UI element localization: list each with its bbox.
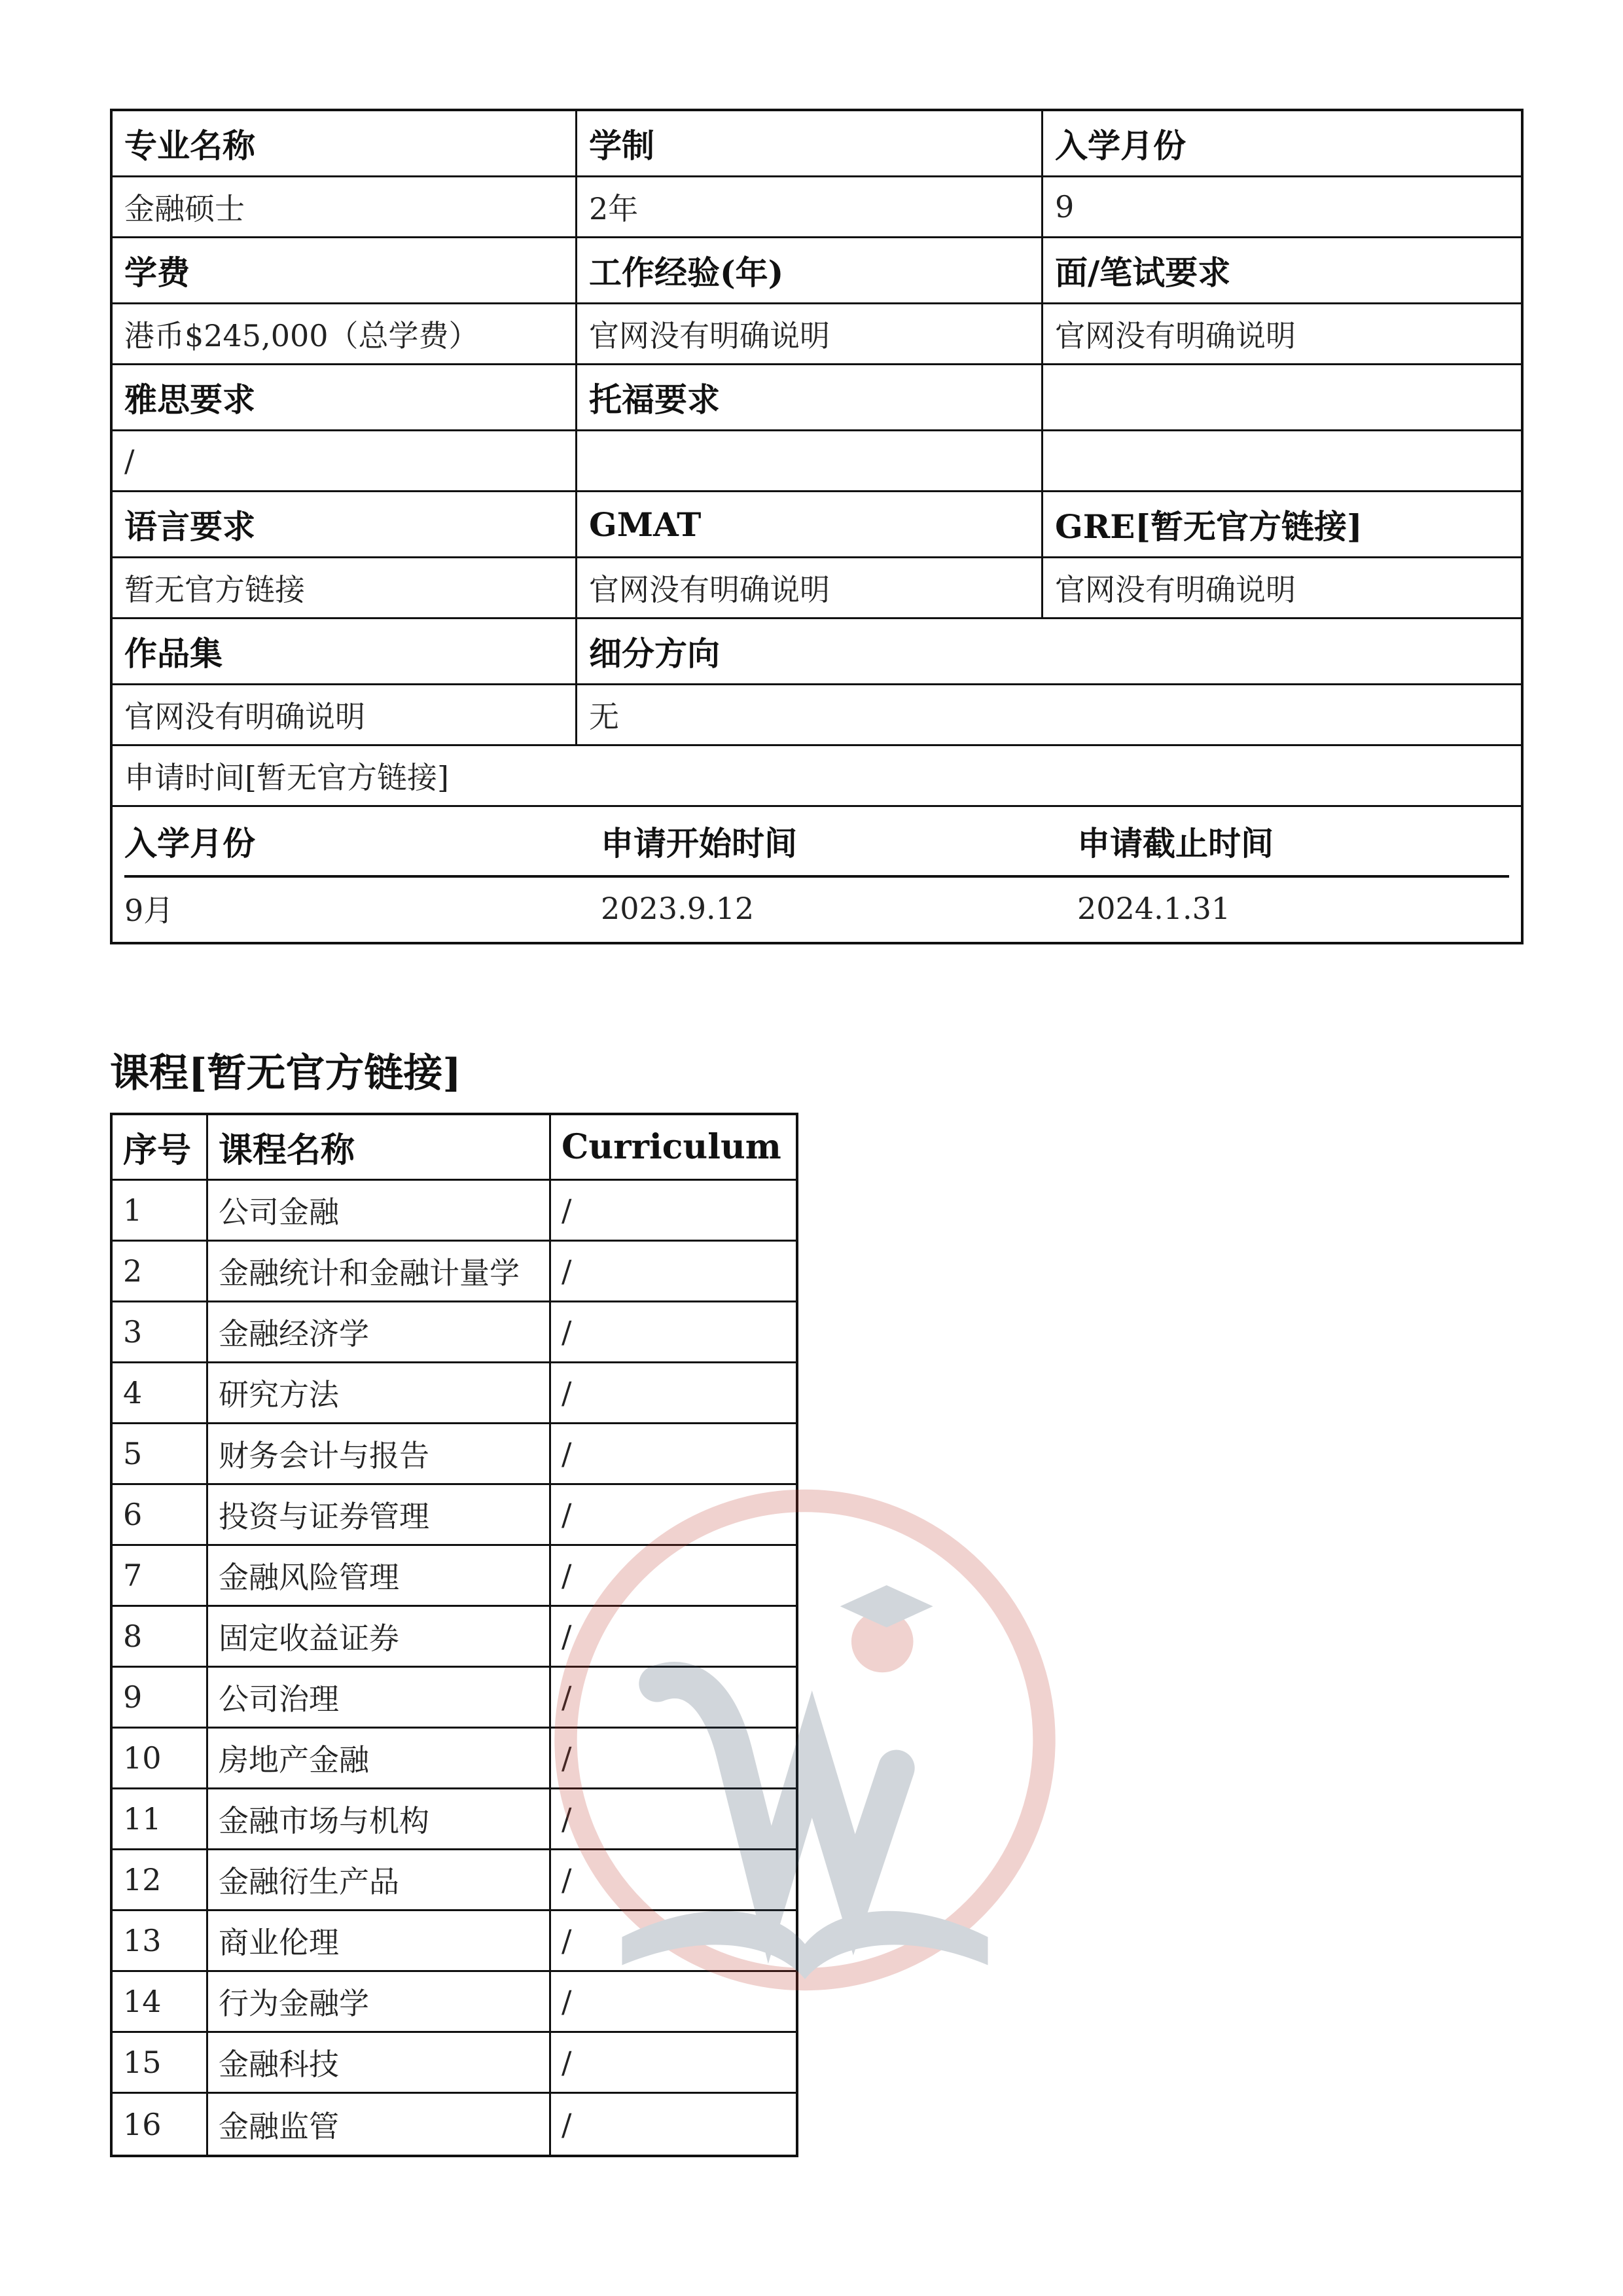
info-value-row (113, 304, 1521, 365)
watermark-letter (657, 1680, 897, 1895)
info-value-row (113, 685, 1521, 746)
header-curriculum: Curriculum (562, 1127, 781, 1167)
course-index: 16 (113, 2094, 208, 2155)
education-logo-watermark-icon (524, 1473, 1086, 2036)
course-name: 公司金融 (208, 1181, 551, 1240)
value-major-name: 金融硕士 (113, 177, 577, 236)
course-index: 4 (113, 1363, 208, 1422)
table-row (113, 2094, 796, 2155)
value-intake-month: 9 (1055, 189, 1075, 224)
table-row (113, 1181, 796, 1242)
header-major-name: 专业名称 (113, 111, 577, 175)
info-header-row (113, 111, 1521, 177)
value-toefl (577, 431, 1043, 490)
course-name: 金融风险管理 (208, 1546, 551, 1605)
course-index: 8 (113, 1607, 208, 1666)
course-name: 金融经济学 (208, 1302, 551, 1361)
application-header-row (124, 807, 1509, 878)
application-dates-table (113, 807, 1521, 942)
value-duration: 2年 (577, 177, 1043, 236)
application-time-label-row (113, 746, 1521, 807)
course-name: 房地产金融 (208, 1729, 551, 1787)
value-gre: 官网没有明确说明 (1055, 572, 1296, 607)
header-gmat: GMAT (577, 492, 1043, 556)
course-index: 15 (113, 2033, 208, 2092)
course-curriculum: / (562, 1375, 572, 1410)
course-curriculum: / (562, 1436, 572, 1471)
value-empty (1043, 431, 1521, 490)
course-index: 11 (113, 1789, 208, 1848)
course-index: 3 (113, 1302, 208, 1361)
header-interview-requirement: 面/笔试要求 (1055, 253, 1231, 292)
course-name: 金融统计和金融计量学 (208, 1242, 551, 1300)
value-app-intake: 9月 (124, 893, 174, 928)
table-row (113, 1302, 796, 1363)
header-portfolio: 作品集 (113, 619, 577, 683)
course-curriculum: / (562, 1558, 572, 1593)
header-specialization: 细分方向 (589, 634, 720, 673)
value-ielts: / (113, 431, 577, 490)
course-name: 金融监管 (208, 2094, 551, 2155)
info-header-row (113, 238, 1521, 304)
course-name: 行为金融学 (208, 1972, 551, 2031)
course-index: 14 (113, 1972, 208, 2031)
course-index: 13 (113, 1911, 208, 1970)
course-curriculum: / (562, 1619, 572, 1654)
course-index: 12 (113, 1850, 208, 1909)
courses-title: 课程[暂无官方链接] (110, 1050, 461, 1096)
header-index: 序号 (113, 1115, 208, 1179)
watermark-graduation-cap (840, 1585, 933, 1628)
course-curriculum: / (562, 2045, 572, 2080)
course-index: 10 (113, 1729, 208, 1787)
course-curriculum: / (562, 1253, 572, 1289)
course-curriculum: / (562, 1984, 572, 2019)
course-index: 1 (113, 1181, 208, 1240)
header-course-name: 课程名称 (208, 1115, 551, 1179)
value-portfolio: 官网没有明确说明 (113, 685, 577, 744)
course-index: 2 (113, 1242, 208, 1300)
header-intake-month: 入学月份 (1055, 126, 1186, 165)
course-curriculum: / (562, 2106, 572, 2142)
course-name: 商业伦理 (208, 1911, 551, 1970)
value-interview-requirement: 官网没有明确说明 (1055, 318, 1296, 353)
course-name: 固定收益证券 (208, 1607, 551, 1666)
value-language: 暂无官方链接 (113, 558, 577, 617)
value-tuition: 港币$245,000（总学费） (113, 304, 577, 363)
application-value-row (124, 878, 1509, 939)
course-name: 财务会计与报告 (208, 1424, 551, 1483)
course-curriculum: / (562, 1679, 572, 1715)
header-app-intake: 入学月份 (124, 824, 255, 863)
info-header-row (113, 365, 1521, 431)
course-name: 公司治理 (208, 1668, 551, 1727)
info-header-row (113, 492, 1521, 558)
course-index: 9 (113, 1668, 208, 1727)
table-row (113, 1363, 796, 1424)
course-name: 金融市场与机构 (208, 1789, 551, 1848)
info-value-row (113, 558, 1521, 619)
course-curriculum: / (562, 1801, 572, 1837)
courses-header-row (113, 1115, 796, 1181)
value-app-deadline: 2024.1.31 (1077, 891, 1231, 926)
info-value-row (113, 177, 1521, 238)
value-work-experience: 官网没有明确说明 (577, 304, 1043, 363)
watermark-book (622, 1911, 988, 1979)
table-row (113, 1242, 796, 1302)
course-name: 金融衍生产品 (208, 1850, 551, 1909)
program-info-table (110, 109, 1524, 944)
value-app-start: 2023.9.12 (601, 891, 755, 926)
course-index: 5 (113, 1424, 208, 1483)
value-gmat: 官网没有明确说明 (577, 558, 1043, 617)
info-value-row (113, 431, 1521, 492)
header-ielts: 雅思要求 (113, 365, 577, 429)
course-index: 7 (113, 1546, 208, 1605)
course-curriculum: / (562, 1740, 572, 1776)
header-toefl: 托福要求 (577, 365, 1043, 429)
header-app-deadline: 申请截止时间 (1077, 824, 1274, 863)
info-header-row (113, 619, 1521, 685)
header-tuition: 学费 (113, 238, 577, 302)
course-name: 研究方法 (208, 1363, 551, 1422)
header-gre: GRE[暂无官方链接] (1055, 507, 1363, 546)
course-curriculum: / (562, 1497, 572, 1532)
course-curriculum: / (562, 1923, 572, 1958)
header-language: 语言要求 (113, 492, 577, 556)
course-index: 6 (113, 1485, 208, 1544)
course-name: 投资与证券管理 (208, 1485, 551, 1544)
course-curriculum: / (562, 1862, 572, 1897)
course-curriculum: / (562, 1193, 572, 1228)
course-name: 金融科技 (208, 2033, 551, 2092)
value-specialization: 无 (589, 699, 619, 734)
application-time-label: 申请时间[暂无官方链接] (124, 760, 449, 795)
header-empty (1043, 365, 1521, 429)
header-duration: 学制 (577, 111, 1043, 175)
header-work-experience: 工作经验(年) (577, 238, 1043, 302)
header-app-start: 申请开始时间 (601, 824, 797, 863)
table-row (113, 2033, 796, 2094)
course-curriculum: / (562, 1314, 572, 1350)
